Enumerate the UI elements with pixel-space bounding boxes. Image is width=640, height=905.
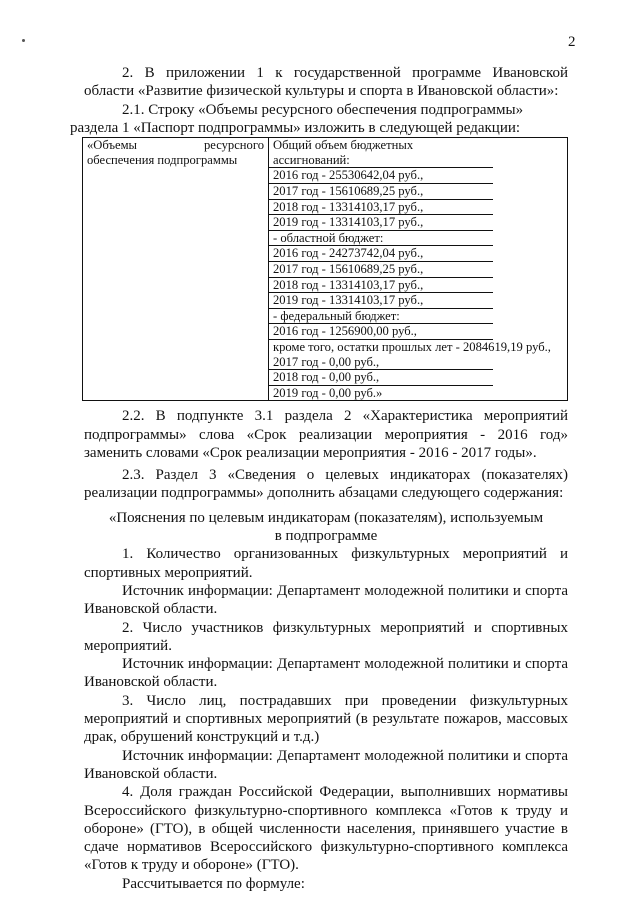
table-line: 2016 год - 24273742,04 руб., (269, 246, 493, 262)
table-line: - федеральный бюджет: (269, 309, 493, 325)
table-line: 2017 год - 0,00 руб., (269, 355, 493, 371)
document-body (70, 64, 568, 893)
source-3: Источник информации: Департамент молодежной политики и спорта Ивановской области. (84, 747, 568, 782)
table-line: 2017 год - 15610689,25 руб., (269, 262, 493, 278)
table-line: 2019 год - 13314103,17 руб., (269, 293, 493, 309)
resources-table (82, 137, 568, 401)
indicator-1: 1. Количество организованных физкультурных мероприятий и спортивных мероприятий. (84, 546, 568, 581)
source-2: Источник информации: Департамент молодежной политики и спорта Ивановской области. (84, 656, 568, 691)
table-line: 2019 год - 0,00 руб.» (273, 385, 383, 400)
page-number: 2 (568, 34, 576, 50)
formula-intro: Рассчитывается по формуле: (122, 875, 305, 892)
table-line: 2016 год - 1256900,00 руб., (269, 324, 493, 340)
table-line: 2018 год - 13314103,17 руб., (269, 200, 493, 216)
section-heading-line1: «Пояснения по целевым индикаторам (показателям), используемым (108, 509, 544, 526)
table-line: 2018 год - 13314103,17 руб., (269, 278, 493, 294)
section-heading-line2: в подпрограмме (274, 528, 378, 545)
scan-dot (22, 39, 25, 42)
paragraph-2-1-line2: раздела 1 «Паспорт подпрограммы» изложить в следующей редакции: (70, 119, 521, 136)
table-line: 2017 год - 15610689,25 руб., (269, 184, 493, 200)
paragraph-2-2: 2.2. В подпункте 3.1 раздела 2 «Характеристика мероприятий подпрограммы» слова «Срок реализации мероприятия - 2016 год» заменить словами «Срок реализации мероприятия - 2016 - 2017 годы». (84, 408, 568, 461)
paragraph-2: 2. В приложении 1 к государственной программе Ивановской области «Развитие физической культуры и спорта в Ивановской области»: (84, 65, 568, 100)
table-line: 2019 год - 13314103,17 руб., (269, 215, 493, 231)
table-line: - областной бюджет: (269, 231, 493, 247)
table-line: 2018 год - 0,00 руб., (269, 370, 493, 386)
table-line: 2016 год - 25530642,04 руб., (269, 168, 493, 184)
paragraph-2-3: 2.3. Раздел 3 «Сведения о целевых индикаторах (показателях) реализации подпрограммы» дополнить абзацами следующего содержания: (84, 467, 568, 502)
paragraph-2-1-line1: 2.1. Строку «Объемы ресурсного обеспечения подпрограммы» (122, 101, 524, 118)
table-right-cell (269, 138, 568, 401)
table-left-cell: «Объемы ресурсного обеспечения подпрограммы (83, 138, 269, 401)
indicator-3: 3. Число лиц, пострадавших при проведении физкультурных мероприятий и спортивных мероприятий (в результате пожаров, массовых драк, обрушений конструкций и т.д.) (84, 692, 568, 746)
indicator-2: 2. Число участников физкультурных мероприятий и спортивных мероприятий. (84, 619, 568, 654)
indicator-4: 4. Доля граждан Российской Федерации, выполнивших нормативы Всероссийского физкультурно-спортивного комплекса «Готов к труду и обороне» (ГТО), в общей численности населения, принявшего участие в сдаче нормативов Всероссийского физкультурно-спортивного комплекса «Готов к труду и обороне» (ГТО). (84, 784, 568, 874)
source-1: Источник информации: Департамент молодежной политики и спорта Ивановской области. (84, 582, 568, 618)
table-line: кроме того, остатки прошлых лет - 2084619,19 руб., (273, 339, 551, 354)
table-line: Общий объем бюджетных ассигнований: (269, 138, 493, 168)
